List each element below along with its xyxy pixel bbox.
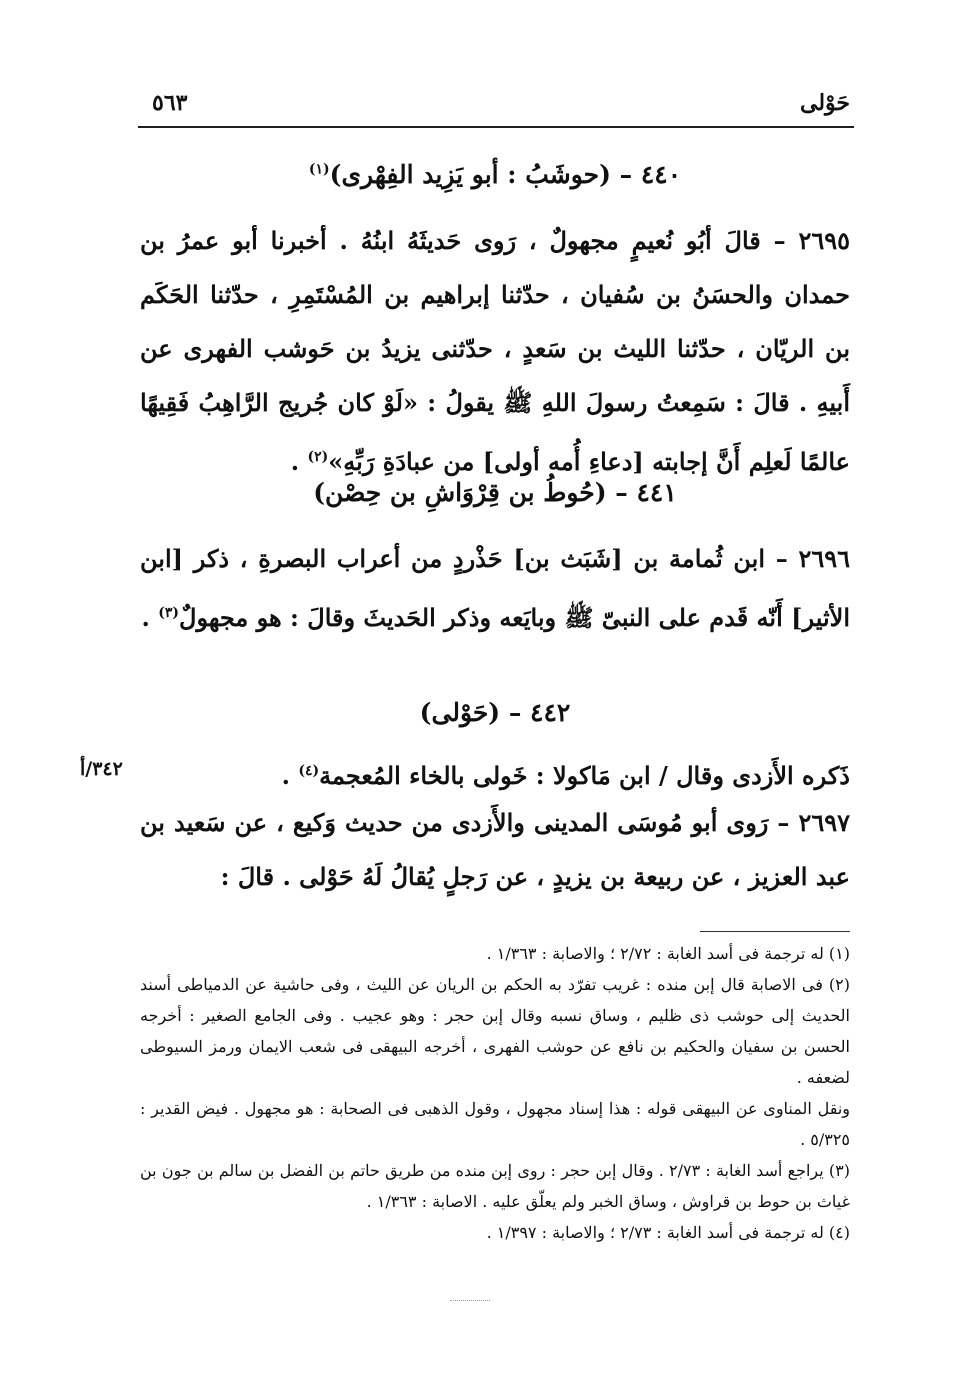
paragraph-text: ذَكره الأَزدى وقال / ابن مَاكولا : خَولى بالخاء المُعجمة: [319, 761, 850, 790]
footnote-1: (١) له ترجمة فى أسد الغابة : ٢/٧٢ ؛ والاصابة : ١/٣٦٣ .: [486, 944, 850, 963]
footnotes: [140, 938, 850, 1248]
footnote-end-mark: [450, 1300, 490, 1301]
page-header: [140, 86, 850, 126]
entry-heading-440: [140, 160, 850, 189]
footnote-ref: (١): [308, 161, 330, 178]
header-rule: [138, 126, 854, 128]
entry-heading-442: ٤٤٢ – (حَوْلى): [419, 698, 571, 727]
paragraph-tail: .: [290, 447, 308, 476]
paragraph-tail: .: [141, 603, 159, 632]
footnote-rule: [700, 931, 850, 932]
running-title: حَوْلى: [799, 90, 850, 116]
page-number: ٥٦٣: [152, 90, 188, 116]
paragraph-2695: [140, 214, 850, 489]
paragraph-2696: [140, 532, 850, 645]
entry-heading-441: ٤٤١ – (حُوطُ بن قِرْوَاشِ بن حِصْن): [313, 478, 677, 507]
footnote-ref: (٢): [307, 449, 329, 465]
footnote-ref: (٣): [158, 605, 180, 621]
footnote-2-continued: ونقل المناوى عن البيهقى قوله : هذا إسناد مجهول ، وقول الذهبى فى الصحابة : هو مجهول . فيض القدير : ٥/٣٢٥ .: [140, 1099, 850, 1149]
footnote-3: (٣) يراجع أسد الغابة : ٢/٧٣ . وقال إبن حجر : روى إبن منده من طريق حاتم بن الفضل بن سالم بن جون بن غياث بن حوط بن قراوش ، وساق الخبر ولم يعلّق عليه . الاصابة : ١/٣٦٣ .: [140, 1161, 850, 1211]
footnote-ref: (٤): [298, 763, 320, 779]
paragraph-text: ٢٦٩٦ – ابن ثُمامة بن [شَبَث بن] حَذْردٍ من أعراب البصرةِ ، ذكر [ابن الأثير] أَنّه قَدم على النبىّ ﷺ وبايَعه وذكر الحَديثَ وقالَ : هو مجهولٌ: [140, 544, 851, 632]
paragraph-text: ٢٦٩٥ – قالَ أبُو نُعيمٍ مجهولٌ ، رَوى حَديثَهُ ابنُهُ . أخبرنا أبو عمرُ بن حمدان والحسَنُ بن سُفيان ، حدّثنا إبراهيم بن المُسْتَمِرِ ، حدّثنا الحَكَم بن الريّان ، حدّثنا الليث بن سَعدٍ ، حدّثنى يزيدُ بن حَوشب الفهرى عن أَبيهِ . قالَ : سَمِعتُ رسولَ اللهِ ﷺ يقولُ : «لَوْ كان جُريج الرَّاهِبُ فَقِيهًا عالمًا لَعلِم أَنَّ إجابته [دعاءِ أُمه أولى] من عبادَةِ رَبِّهِ»: [140, 226, 850, 476]
heading-text: ٤٤٠ – (حوشَبُ : أبو يَزِيد الفِهْرى): [329, 160, 682, 189]
margin-folio-note: ٣٤٢/أ: [80, 758, 123, 780]
paragraph-442-intro: [140, 744, 850, 803]
footnote-4: (٤) له ترجمة فى أسد الغابة : ٢/٧٣ ؛ والاصابة : ١/٣٩٧ .: [486, 1223, 850, 1242]
footnote-2: (٢) فى الاصابة قال إبن منده : غريب تفرّد به الحكم بن الريان عن الليث ، وفى حاشية عن الدمياطى أسند الحديث إلى حوشب ذى ظليم ، وساق نسبه وقال إبن حجر : وهو عجيب . وفى الجامع الصغير : أخرجه الحسن بن سفيان والحكيم بن نافع عن حوشب الفهرى ، أخرجه البيهقى فى شعب الايمان ورمز السيوطى لضعفه .: [140, 975, 850, 1087]
paragraph-tail: .: [281, 761, 299, 790]
paragraph-2697: ٢٦٩٧ – رَوى أبو مُوسَى المدينى والأَزدى من حديث وَكيع ، عن سَعيد بن عبد العزيز ، عن ربيعة بن يزيدٍ ، عن رَجلٍ يُقالُ لَهُ حَوْلى . قالَ :: [140, 808, 850, 891]
